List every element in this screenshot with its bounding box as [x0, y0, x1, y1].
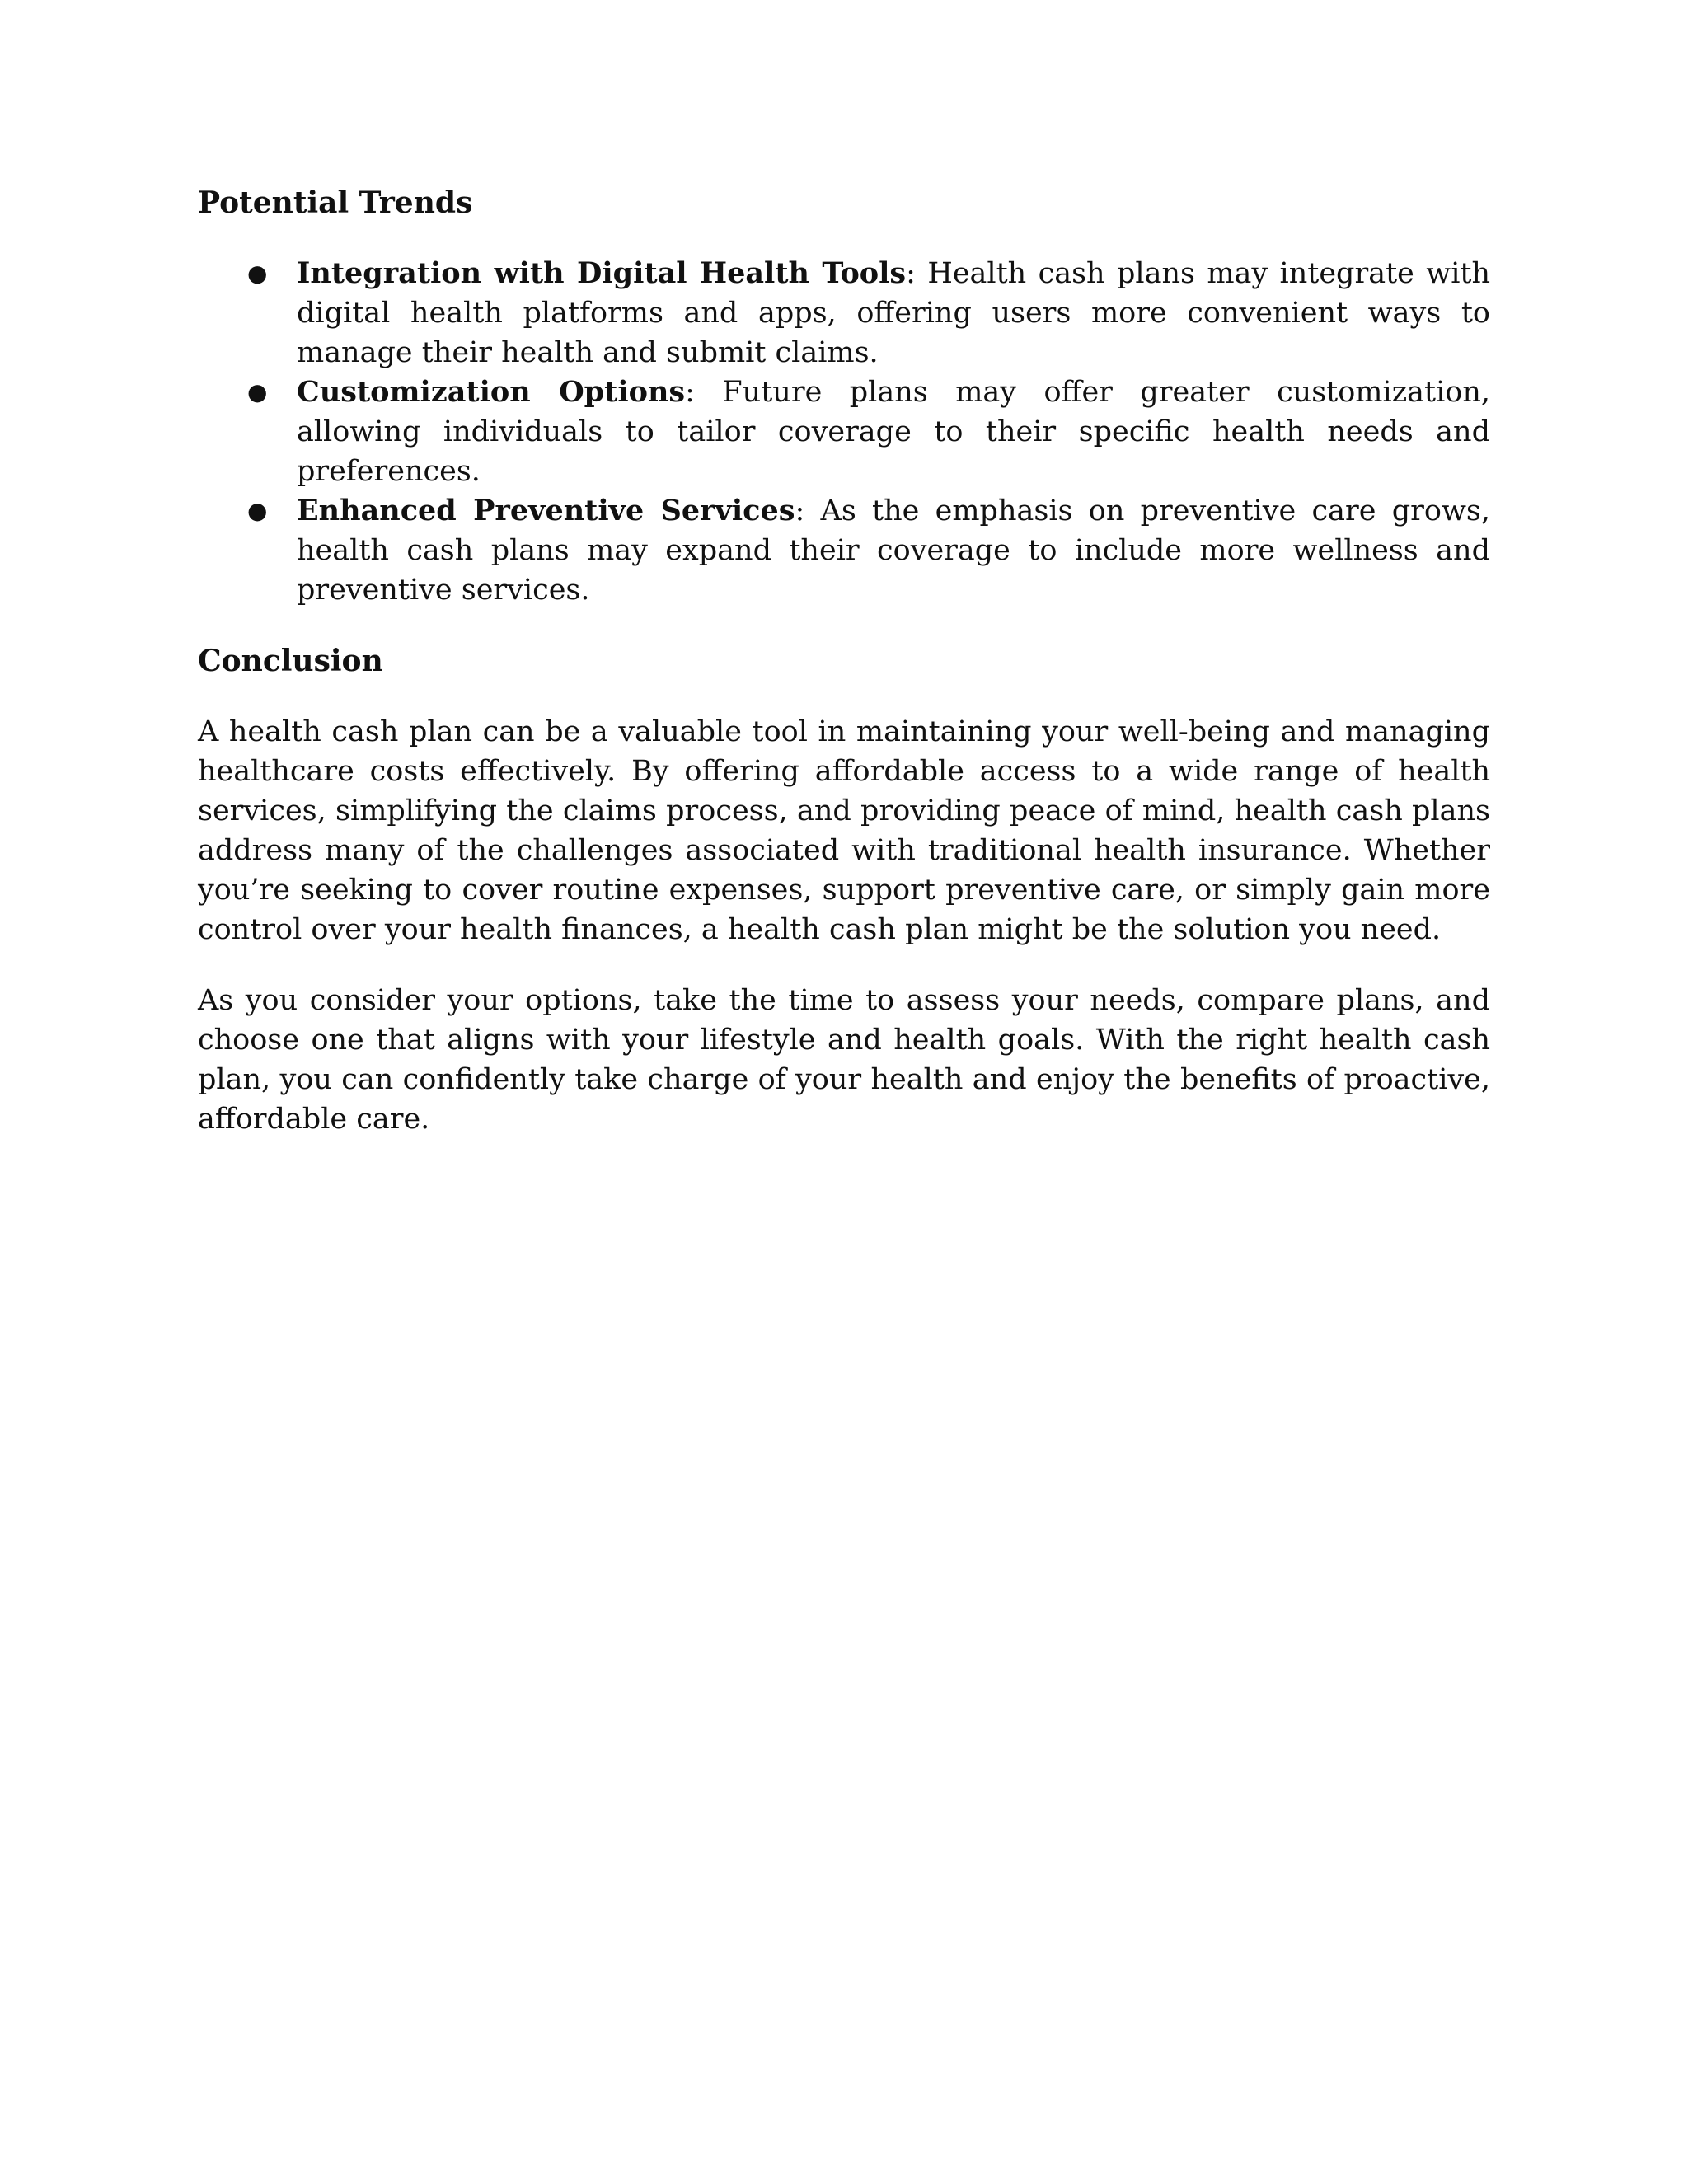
conclusion-paragraph-2: As you consider your options, take the time to assess your needs, compare plans, and choose one that aligns with your lifestyle and health goals. With the right health cash plan, you can confidently take charge of your health and enjoy the benefits of proactive, affordable care. [198, 984, 1490, 1136]
section-heading-potential-trends: Potential Trends [198, 185, 473, 220]
list-item [198, 254, 1490, 373]
bullet-text: Health cash plans may integrate with digital health platforms and apps, offering users more convenient ways to manage their health and submit claims. [297, 257, 1490, 369]
bullet-term: Enhanced Preventive Services [297, 494, 795, 527]
bullet-separator: : [906, 257, 916, 290]
conclusion-paragraph-1: A health cash plan can be a valuable tool in maintaining your well-being and managing healthcare costs effectively. By offering affordable access to a wide range of health services, simplifying the claims process, and providing peace of mind, health cash plans address many of the challenges associated with traditional health insurance. Whether you’re seeking to cover routine expenses, support preventive care, or simply gain more control over your health finances, a health cash plan might be the solution you need. [198, 715, 1490, 946]
list-item [198, 373, 1490, 491]
document-page [198, 183, 1490, 1170]
bullet-icon: ● [247, 497, 268, 524]
bullet-icon: ● [247, 260, 268, 287]
bullet-icon: ● [247, 378, 268, 405]
section-heading-conclusion: Conclusion [198, 644, 383, 678]
bullet-separator: : [685, 376, 695, 409]
bullet-text: As the emphasis on preventive care grows, health cash plans may expand their coverage to include more wellness and preventive services. [297, 494, 1490, 607]
trends-list [198, 254, 1490, 610]
list-item [198, 491, 1490, 610]
bullet-term: Customization Options [297, 375, 686, 409]
bullet-term: Integration with Digital Health Tools [297, 256, 907, 290]
bullet-separator: : [795, 494, 805, 527]
bullet-text: Future plans may offer greater customization, allowing individuals to tailor coverage to their specific health needs and preferences. [297, 376, 1490, 488]
